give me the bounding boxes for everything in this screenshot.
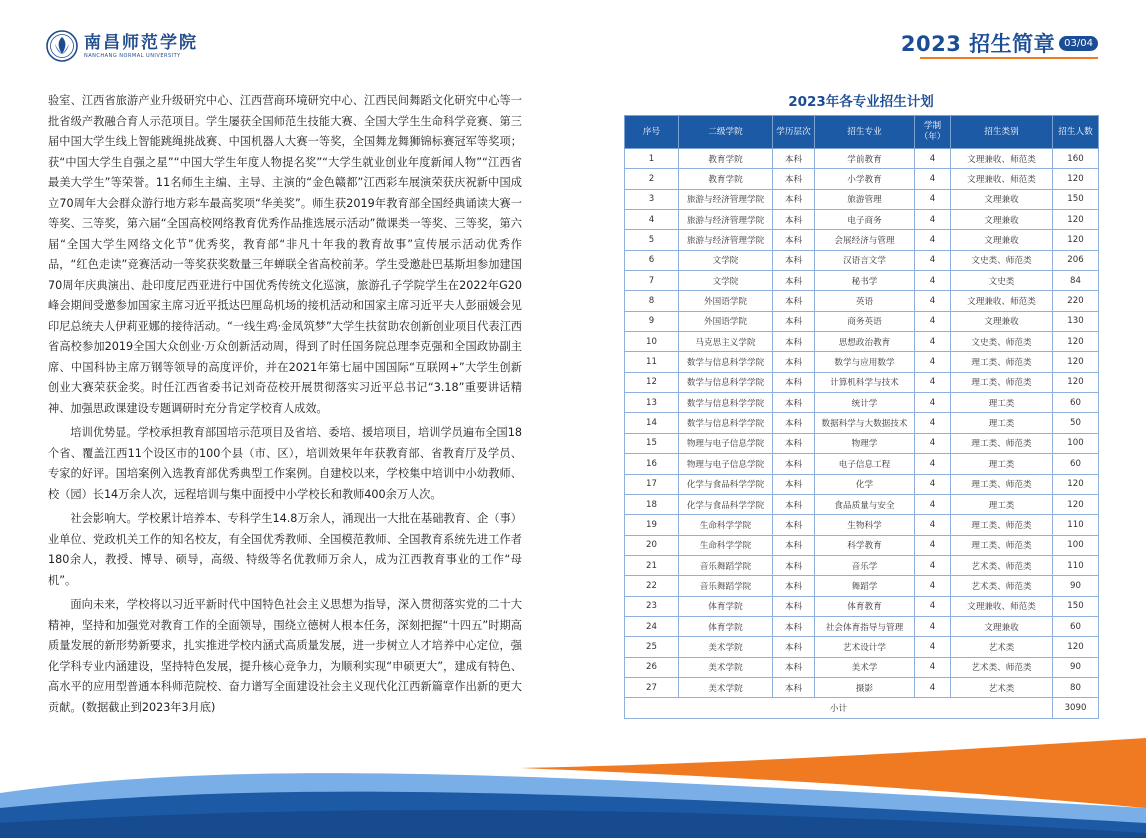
cell-quota: 60 bbox=[1053, 454, 1099, 474]
table-row bbox=[625, 250, 1099, 270]
page-header bbox=[0, 0, 1146, 72]
cell-major: 思想政治教育 bbox=[815, 332, 915, 352]
cell-duration: 4 bbox=[915, 433, 951, 453]
cell-duration: 4 bbox=[915, 616, 951, 636]
cell-category: 艺术类、师范类 bbox=[951, 576, 1053, 596]
cell-seq: 26 bbox=[625, 657, 679, 677]
cell-category: 文理兼收 bbox=[951, 230, 1053, 250]
cell-duration: 4 bbox=[915, 454, 951, 474]
cell-quota: 90 bbox=[1053, 657, 1099, 677]
cell-duration: 4 bbox=[915, 596, 951, 616]
cell-major: 美术学 bbox=[815, 657, 915, 677]
cell-duration: 4 bbox=[915, 413, 951, 433]
cell-degree-level: 本科 bbox=[773, 454, 815, 474]
header-degree-level: 学历层次 bbox=[773, 116, 815, 149]
cell-seq: 7 bbox=[625, 271, 679, 291]
cell-college: 化学与食品科学学院 bbox=[679, 494, 773, 514]
cell-quota: 100 bbox=[1053, 433, 1099, 453]
table-row bbox=[625, 291, 1099, 311]
cell-degree-level: 本科 bbox=[773, 271, 815, 291]
footer-wave-decoration bbox=[0, 738, 1146, 838]
cell-college: 旅游与经济管理学院 bbox=[679, 230, 773, 250]
table-row bbox=[625, 413, 1099, 433]
cell-degree-level: 本科 bbox=[773, 332, 815, 352]
logo-english-name: NANCHANG NORMAL UNIVERSITY bbox=[84, 52, 181, 59]
table-body bbox=[625, 149, 1099, 698]
cell-college: 音乐舞蹈学院 bbox=[679, 576, 773, 596]
cell-duration: 4 bbox=[915, 657, 951, 677]
cell-major: 英语 bbox=[815, 291, 915, 311]
cell-major: 物理学 bbox=[815, 433, 915, 453]
cell-college: 旅游与经济管理学院 bbox=[679, 189, 773, 209]
table-row bbox=[625, 393, 1099, 413]
cell-category: 文理兼收、师范类 bbox=[951, 596, 1053, 616]
cell-quota: 130 bbox=[1053, 311, 1099, 331]
cell-duration: 4 bbox=[915, 271, 951, 291]
cell-college: 数学与信息科学学院 bbox=[679, 372, 773, 392]
cell-seq: 21 bbox=[625, 555, 679, 575]
cell-quota: 100 bbox=[1053, 535, 1099, 555]
cell-degree-level: 本科 bbox=[773, 230, 815, 250]
cell-degree-level: 本科 bbox=[773, 372, 815, 392]
cell-duration: 4 bbox=[915, 291, 951, 311]
cell-degree-level: 本科 bbox=[773, 433, 815, 453]
cell-degree-level: 本科 bbox=[773, 616, 815, 636]
cell-quota: 120 bbox=[1053, 474, 1099, 494]
table-row bbox=[625, 535, 1099, 555]
cell-category: 理工类 bbox=[951, 393, 1053, 413]
cell-college: 教育学院 bbox=[679, 169, 773, 189]
article-paragraph: 面向未来，学校将以习近平新时代中国特色社会主义思想为指导，深入贯彻落实党的二十大精神，坚持和加强党对教育工作的全面领导，围绕立德树人根本任务，深刻把握“十四五”时期高质量发展的新形势新要求，扎实推进学校内涵式高质量发展，进一步树立人才培养中心定位，强化学科专业内涵建设，坚持特色发展，提升核心竞争力，为顺利实现“申硕更大”，建成有特色、高水平的应用型普通本科师范院校、奋力谱写全面建设社会主义现代化江西新篇章作出新的更大贡献。(数据截止到2023年3月底) bbox=[48, 598, 522, 714]
cell-degree-level: 本科 bbox=[773, 637, 815, 657]
cell-category: 文史类 bbox=[951, 271, 1053, 291]
cell-seq: 11 bbox=[625, 352, 679, 372]
article-body bbox=[48, 91, 522, 722]
cell-duration: 4 bbox=[915, 555, 951, 575]
cell-degree-level: 本科 bbox=[773, 535, 815, 555]
table-row bbox=[625, 311, 1099, 331]
cell-quota: 120 bbox=[1053, 169, 1099, 189]
cell-category: 文理兼收 bbox=[951, 616, 1053, 636]
cell-category: 理工类、师范类 bbox=[951, 352, 1053, 372]
cell-quota: 160 bbox=[1053, 149, 1099, 169]
cell-quota: 120 bbox=[1053, 352, 1099, 372]
cell-college: 数学与信息科学学院 bbox=[679, 352, 773, 372]
table-row bbox=[625, 474, 1099, 494]
header-quota: 招生人数 bbox=[1053, 116, 1099, 149]
cell-quota: 60 bbox=[1053, 393, 1099, 413]
cell-major: 电子信息工程 bbox=[815, 454, 915, 474]
cell-major: 摄影 bbox=[815, 677, 915, 697]
cell-seq: 18 bbox=[625, 494, 679, 514]
cell-major: 电子商务 bbox=[815, 210, 915, 230]
cell-quota: 90 bbox=[1053, 576, 1099, 596]
cell-category: 文理兼收、师范类 bbox=[951, 149, 1053, 169]
cell-degree-level: 本科 bbox=[773, 677, 815, 697]
cell-duration: 4 bbox=[915, 189, 951, 209]
university-emblem-icon bbox=[46, 30, 78, 62]
cell-duration: 4 bbox=[915, 250, 951, 270]
cell-quota: 120 bbox=[1053, 332, 1099, 352]
cell-college: 教育学院 bbox=[679, 149, 773, 169]
article-paragraph: 培训优势显。学校承担教育部国培示范项目及省培、委培、援培项目，培训学员遍布全国18个省、覆盖江西11个设区市的100个县（市、区），培训效果年年获教育部、省教育厅及学员、专家的好评。国培案例入选教育部优秀典型工作案例。自建校以来，学校集中培训中小幼教师、校（园）长14万余人次，远程培训与集中面授中小学校长和教师400余万人次。 bbox=[48, 426, 522, 501]
cell-major: 会展经济与管理 bbox=[815, 230, 915, 250]
cell-degree-level: 本科 bbox=[773, 494, 815, 514]
cell-degree-level: 本科 bbox=[773, 311, 815, 331]
cell-quota: 84 bbox=[1053, 271, 1099, 291]
table-row bbox=[625, 494, 1099, 514]
cell-seq: 14 bbox=[625, 413, 679, 433]
cell-category: 理工类、师范类 bbox=[951, 515, 1053, 535]
cell-quota: 80 bbox=[1053, 677, 1099, 697]
table-row bbox=[625, 372, 1099, 392]
cell-seq: 24 bbox=[625, 616, 679, 636]
article-paragraph: 社会影响大。学校累计培养本、专科学生14.8万余人，涌现出一大批在基础教育、企（事）业单位、党政机关工作的知名校友，有全国优秀教师、全国模范教师、全国教育系统先进工作者180余人，教授、博导、硕导，高级、特级等名优教师万余人，成为江西教育事业的工作“母机”。 bbox=[48, 512, 522, 587]
cell-college: 外国语学院 bbox=[679, 291, 773, 311]
header-duration: 学制（年） bbox=[915, 116, 951, 149]
cell-quota: 50 bbox=[1053, 413, 1099, 433]
cell-degree-level: 本科 bbox=[773, 291, 815, 311]
cell-seq: 22 bbox=[625, 576, 679, 596]
cell-quota: 110 bbox=[1053, 555, 1099, 575]
subtotal-row bbox=[625, 698, 1099, 718]
cell-major: 化学 bbox=[815, 474, 915, 494]
cell-major: 社会体育指导与管理 bbox=[815, 616, 915, 636]
cell-college: 美术学院 bbox=[679, 677, 773, 697]
cell-degree-level: 本科 bbox=[773, 210, 815, 230]
cell-college: 美术学院 bbox=[679, 657, 773, 677]
cell-category: 文理兼收 bbox=[951, 311, 1053, 331]
cell-quota: 120 bbox=[1053, 637, 1099, 657]
cell-quota: 220 bbox=[1053, 291, 1099, 311]
cell-quota: 206 bbox=[1053, 250, 1099, 270]
cell-degree-level: 本科 bbox=[773, 250, 815, 270]
table-row bbox=[625, 169, 1099, 189]
cell-seq: 27 bbox=[625, 677, 679, 697]
brochure-title-text: 2023 招生简章 bbox=[900, 32, 1056, 56]
cell-major: 科学教育 bbox=[815, 535, 915, 555]
cell-degree-level: 本科 bbox=[773, 169, 815, 189]
cell-college: 物理与电子信息学院 bbox=[679, 433, 773, 453]
cell-category: 文理兼收 bbox=[951, 189, 1053, 209]
cell-quota: 120 bbox=[1053, 372, 1099, 392]
cell-seq: 13 bbox=[625, 393, 679, 413]
cell-seq: 5 bbox=[625, 230, 679, 250]
cell-degree-level: 本科 bbox=[773, 596, 815, 616]
table-row bbox=[625, 657, 1099, 677]
cell-major: 艺术设计学 bbox=[815, 637, 915, 657]
cell-degree-level: 本科 bbox=[773, 393, 815, 413]
cell-seq: 9 bbox=[625, 311, 679, 331]
cell-degree-level: 本科 bbox=[773, 555, 815, 575]
cell-seq: 17 bbox=[625, 474, 679, 494]
cell-seq: 15 bbox=[625, 433, 679, 453]
cell-degree-level: 本科 bbox=[773, 189, 815, 209]
university-logo bbox=[46, 30, 198, 62]
cell-college: 数学与信息科学学院 bbox=[679, 413, 773, 433]
cell-duration: 4 bbox=[915, 494, 951, 514]
brochure-title bbox=[901, 28, 1098, 58]
cell-college: 文学院 bbox=[679, 271, 773, 291]
cell-duration: 4 bbox=[915, 169, 951, 189]
cell-category: 艺术类、师范类 bbox=[951, 657, 1053, 677]
cell-category: 理工类 bbox=[951, 494, 1053, 514]
cell-major: 生物科学 bbox=[815, 515, 915, 535]
table-row bbox=[625, 149, 1099, 169]
table-row bbox=[625, 210, 1099, 230]
cell-major: 体育教育 bbox=[815, 596, 915, 616]
cell-major: 音乐学 bbox=[815, 555, 915, 575]
cell-college: 马克思主义学院 bbox=[679, 332, 773, 352]
cell-category: 文史类、师范类 bbox=[951, 250, 1053, 270]
header-college: 二级学院 bbox=[679, 116, 773, 149]
cell-college: 化学与食品科学学院 bbox=[679, 474, 773, 494]
table-row bbox=[625, 677, 1099, 697]
cell-category: 艺术类 bbox=[951, 637, 1053, 657]
header-major: 招生专业 bbox=[815, 116, 915, 149]
cell-duration: 4 bbox=[915, 352, 951, 372]
cell-seq: 2 bbox=[625, 169, 679, 189]
enrollment-plan-table bbox=[624, 115, 1099, 719]
cell-major: 汉语言文学 bbox=[815, 250, 915, 270]
cell-major: 秘书学 bbox=[815, 271, 915, 291]
cell-major: 商务英语 bbox=[815, 311, 915, 331]
cell-degree-level: 本科 bbox=[773, 515, 815, 535]
cell-category: 理工类、师范类 bbox=[951, 535, 1053, 555]
cell-major: 数据科学与大数据技术 bbox=[815, 413, 915, 433]
table-header-row bbox=[625, 116, 1099, 149]
cell-duration: 4 bbox=[915, 535, 951, 555]
cell-seq: 1 bbox=[625, 149, 679, 169]
cell-duration: 4 bbox=[915, 210, 951, 230]
cell-duration: 4 bbox=[915, 332, 951, 352]
cell-category: 理工类 bbox=[951, 413, 1053, 433]
cell-college: 外国语学院 bbox=[679, 311, 773, 331]
table-row bbox=[625, 433, 1099, 453]
table-row bbox=[625, 576, 1099, 596]
cell-major: 数学与应用数学 bbox=[815, 352, 915, 372]
cell-major: 旅游管理 bbox=[815, 189, 915, 209]
cell-college: 生命科学学院 bbox=[679, 535, 773, 555]
cell-duration: 4 bbox=[915, 311, 951, 331]
cell-college: 体育学院 bbox=[679, 596, 773, 616]
cell-duration: 4 bbox=[915, 393, 951, 413]
logo-chinese-name: 南昌师范学院 bbox=[84, 32, 198, 53]
table-row bbox=[625, 189, 1099, 209]
cell-duration: 4 bbox=[915, 637, 951, 657]
cell-degree-level: 本科 bbox=[773, 149, 815, 169]
cell-seq: 3 bbox=[625, 189, 679, 209]
cell-college: 美术学院 bbox=[679, 637, 773, 657]
cell-seq: 20 bbox=[625, 535, 679, 555]
table-row bbox=[625, 616, 1099, 636]
table-row bbox=[625, 271, 1099, 291]
cell-duration: 4 bbox=[915, 230, 951, 250]
cell-seq: 19 bbox=[625, 515, 679, 535]
table-row bbox=[625, 332, 1099, 352]
cell-category: 理工类、师范类 bbox=[951, 474, 1053, 494]
cell-degree-level: 本科 bbox=[773, 352, 815, 372]
cell-college: 体育学院 bbox=[679, 616, 773, 636]
cell-major: 舞蹈学 bbox=[815, 576, 915, 596]
cell-quota: 150 bbox=[1053, 189, 1099, 209]
cell-quota: 60 bbox=[1053, 616, 1099, 636]
cell-college: 文学院 bbox=[679, 250, 773, 270]
cell-seq: 4 bbox=[625, 210, 679, 230]
cell-duration: 4 bbox=[915, 576, 951, 596]
header-seq: 序号 bbox=[625, 116, 679, 149]
cell-category: 艺术类 bbox=[951, 677, 1053, 697]
cell-college: 音乐舞蹈学院 bbox=[679, 555, 773, 575]
subtotal-value: 3090 bbox=[1053, 698, 1099, 718]
cell-seq: 25 bbox=[625, 637, 679, 657]
cell-duration: 4 bbox=[915, 677, 951, 697]
header-divider bbox=[920, 57, 1098, 59]
cell-quota: 120 bbox=[1053, 494, 1099, 514]
cell-seq: 6 bbox=[625, 250, 679, 270]
cell-category: 艺术类、师范类 bbox=[951, 555, 1053, 575]
cell-category: 理工类、师范类 bbox=[951, 433, 1053, 453]
table-row bbox=[625, 515, 1099, 535]
header-category: 招生类别 bbox=[951, 116, 1053, 149]
cell-degree-level: 本科 bbox=[773, 474, 815, 494]
cell-college: 生命科学学院 bbox=[679, 515, 773, 535]
enrollment-plan-title: 2023年各专业招生计划 bbox=[788, 94, 934, 110]
subtotal-label: 小计 bbox=[625, 698, 1053, 718]
cell-major: 食品质量与安全 bbox=[815, 494, 915, 514]
cell-college: 旅游与经济管理学院 bbox=[679, 210, 773, 230]
cell-college: 物理与电子信息学院 bbox=[679, 454, 773, 474]
cell-quota: 120 bbox=[1053, 210, 1099, 230]
cell-major: 小学教育 bbox=[815, 169, 915, 189]
article-paragraph: 验室、江西省旅游产业升级研究中心、江西营商环境研究中心、江西民间舞蹈文化研究中心等一批省级产教融合育人示范项目。学生屡获全国师范生技能大赛、全国大学生生命科学竞赛、第三届中国大学生线上智能跳绳挑战赛、中国机器人大赛一等奖，全国舞龙舞狮锦标赛冠军等奖项；获“中国大学生自强之星”“中国大学生年度人物提名奖”“大学生就业创业年度新闻人物”“江西省最美大学生”等荣誉。11名师生主编、主导、主演的“金色赣都”江西彩车展演荣获庆祝新中国成立70周年大会群众游行地方彩车最高奖项“华美奖”。师生获2019年教育部全国经典诵读大赛一等奖、三等奖，第六届“全国高校网络教育优秀作品推选展示活动”微课类一等奖、三等奖，第六届“全国大学生网络文化节”优秀奖，教育部“非凡十年我的教育故事”宣传展示活动优秀作品，“红色走读”竞赛活动一等奖获奖数量三年蝉联全省高校前茅。学生受邀赴巴基斯坦参加建国70周年庆典演出、赴印度尼西亚进行中国优秀传统文化巡演，旅游孔子学院学生在2022年G20峰会期间受邀参加国家主席习近平抵达巴厘岛机场的接机活动和国家主席习近平夫人彭丽媛会见印尼总统夫人伊莉亚娜的接待活动。“一线生鸡·金凤筑梦”大学生扶贫助农创新创业项目代表江西省高校参加2019全国大众创业·万众创新活动周，得到了时任国务院总理李克强和全国政协副主席、中国科协主席万钢等领导的高度评价，并在2021年第七届中国国际“互联网+”大学生创新创业大赛荣获金奖。时任江西省委书记刘奇莅校开展贯彻落实习近平总书记“3.18”重要讲话精神、加强思政课建设专题调研时充分肯定学校育人成效。 bbox=[48, 94, 522, 415]
cell-duration: 4 bbox=[915, 474, 951, 494]
cell-degree-level: 本科 bbox=[773, 657, 815, 677]
table-row bbox=[625, 352, 1099, 372]
cell-category: 文理兼收、师范类 bbox=[951, 169, 1053, 189]
cell-category: 理工类 bbox=[951, 454, 1053, 474]
cell-seq: 12 bbox=[625, 372, 679, 392]
cell-degree-level: 本科 bbox=[773, 576, 815, 596]
cell-quota: 150 bbox=[1053, 596, 1099, 616]
cell-quota: 120 bbox=[1053, 230, 1099, 250]
cell-duration: 4 bbox=[915, 372, 951, 392]
cell-duration: 4 bbox=[915, 149, 951, 169]
cell-major: 计算机科学与技术 bbox=[815, 372, 915, 392]
cell-quota: 110 bbox=[1053, 515, 1099, 535]
cell-category: 文理兼收、师范类 bbox=[951, 291, 1053, 311]
cell-degree-level: 本科 bbox=[773, 413, 815, 433]
table-row bbox=[625, 230, 1099, 250]
cell-category: 理工类、师范类 bbox=[951, 372, 1053, 392]
cell-major: 统计学 bbox=[815, 393, 915, 413]
table-row bbox=[625, 454, 1099, 474]
cell-major: 学前教育 bbox=[815, 149, 915, 169]
cell-college: 数学与信息科学学院 bbox=[679, 393, 773, 413]
cell-duration: 4 bbox=[915, 515, 951, 535]
page-number-badge: 03/04 bbox=[1059, 36, 1098, 51]
cell-seq: 10 bbox=[625, 332, 679, 352]
cell-seq: 8 bbox=[625, 291, 679, 311]
cell-seq: 23 bbox=[625, 596, 679, 616]
table-row bbox=[625, 637, 1099, 657]
cell-seq: 16 bbox=[625, 454, 679, 474]
table-row bbox=[625, 555, 1099, 575]
table-row bbox=[625, 596, 1099, 616]
cell-category: 文史类、师范类 bbox=[951, 332, 1053, 352]
cell-category: 文理兼收 bbox=[951, 210, 1053, 230]
